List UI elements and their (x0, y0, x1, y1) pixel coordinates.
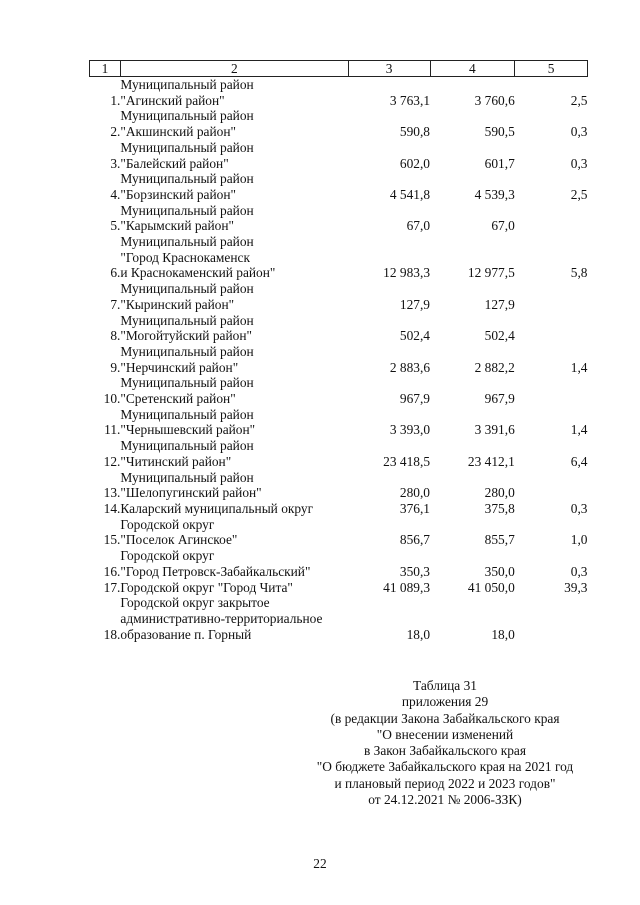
table-row (90, 470, 588, 501)
table-row (90, 77, 588, 109)
municipality-name-line: Муниципальный район (120, 234, 254, 250)
value-col-3: 23 418,5 (383, 453, 431, 469)
row-number: 16. (103, 563, 121, 579)
table-row (90, 140, 588, 171)
municipality-name-line: Муниципальный район (120, 281, 254, 297)
row-number: 9. (110, 359, 121, 375)
municipality-name (120, 470, 348, 501)
value-col-5: 6,4 (570, 453, 588, 469)
header-col-5: 5 (515, 61, 588, 77)
value-col-5: 39,3 (564, 579, 588, 595)
row-number: 1. (110, 92, 121, 108)
table-row (90, 517, 588, 548)
table-row (90, 234, 588, 281)
value-col-4: 375,8 (484, 500, 515, 516)
value-col-4: 67,0 (491, 218, 515, 234)
municipality-name-line: Городской округ закрытое (120, 595, 270, 611)
municipality-name (120, 140, 348, 171)
municipality-name-line: Муниципальный район (120, 438, 254, 454)
value-col-5: 2,5 (570, 186, 588, 202)
value-col-4: 127,9 (484, 296, 515, 312)
value-col-4: 3 391,6 (474, 422, 515, 438)
caption-line: в Закон Забайкальского края (363, 743, 527, 759)
municipality-name (120, 344, 348, 375)
municipality-name-line: Муниципальный район (120, 171, 254, 187)
value-col-4: 855,7 (484, 532, 515, 548)
table-header-row (90, 61, 588, 77)
row-number: 2. (110, 124, 121, 140)
municipality-name (120, 548, 348, 579)
value-col-5 (515, 281, 588, 312)
table-row (90, 548, 588, 579)
caption-line: "О внесении изменений (376, 726, 514, 742)
row-number: 3. (110, 155, 121, 171)
municipality-name (120, 501, 348, 517)
page-number: 22 (313, 856, 327, 871)
municipality-name (120, 234, 348, 281)
value-col-3: 350,3 (399, 563, 431, 579)
row-number: 8. (110, 328, 121, 344)
row-number: 18. (103, 626, 121, 642)
value-col-3: 502,4 (399, 328, 431, 344)
value-col-5: 0,3 (570, 155, 588, 171)
row-number: 6. (110, 265, 121, 281)
row-number: 17. (103, 579, 121, 595)
table-row (90, 501, 588, 517)
table-row (90, 281, 588, 312)
row-number: 10. (103, 391, 121, 407)
caption-line: "О бюджете Забайкальского края на 2021 год (316, 759, 574, 775)
municipality-name-line: "Читинский район" (120, 453, 232, 469)
value-col-5: 0,3 (570, 500, 588, 516)
caption-line: приложения 29 (401, 694, 489, 710)
value-col-4: 18,0 (491, 626, 515, 642)
value-col-4: 601,7 (484, 155, 515, 171)
municipality-name (120, 281, 348, 312)
value-col-3: 67,0 (406, 218, 431, 234)
value-col-5: 1,0 (570, 532, 588, 548)
municipality-name-line: Муниципальный район (120, 406, 254, 422)
table-row (90, 375, 588, 406)
municipality-name (120, 580, 348, 596)
value-col-4: 350,0 (484, 563, 515, 579)
header-col-1: 1 (90, 61, 121, 77)
municipality-name (120, 517, 348, 548)
municipality-name-line: "Балейский район" (120, 155, 229, 171)
municipality-name-line: Каларский муниципальный округ (120, 500, 314, 516)
municipality-name (120, 407, 348, 438)
table-body (90, 77, 588, 643)
value-col-5: 0,3 (570, 124, 588, 140)
municipality-name-line: "Борзинский район" (120, 186, 236, 202)
municipality-name-line: "Город Петровск-Забайкальский" (120, 563, 311, 579)
municipality-name-line: Городской округ (120, 516, 215, 532)
row-number: 13. (103, 485, 121, 501)
row-number: 4. (110, 186, 121, 202)
table-row (90, 313, 588, 344)
row-number: 11. (104, 422, 121, 438)
caption-line: от 24.12.2021 № 2006-ЗЗК) (368, 792, 522, 808)
table-caption (300, 678, 590, 808)
header-col-2: 2 (120, 61, 348, 77)
table-row (90, 171, 588, 202)
municipality-name-line: Муниципальный район (120, 108, 254, 124)
value-col-3: 3 763,1 (389, 92, 431, 108)
municipality-name-line: Городской округ "Город Чита" (120, 579, 293, 595)
table-row (90, 344, 588, 375)
value-col-4: 967,9 (484, 391, 515, 407)
caption-line: Таблица 31 (413, 678, 477, 693)
value-col-3: 41 089,3 (383, 579, 431, 595)
municipality-name-line: образование п. Горный (120, 626, 252, 642)
value-col-5 (515, 313, 588, 344)
municipality-name-line: "Карымский район" (120, 218, 234, 234)
municipality-name (120, 171, 348, 202)
municipality-name-line: "Чернышевский район" (120, 422, 256, 438)
municipality-name-line: административно-территориальное (120, 610, 323, 626)
caption-line: и плановый период 2022 и 2023 годов" (334, 775, 556, 791)
municipality-name-line: "Акшинский район" (120, 124, 236, 140)
municipality-name-line: "Кыринский район" (120, 296, 235, 312)
row-number: 12. (103, 453, 121, 469)
value-col-3: 280,0 (399, 485, 431, 501)
row-number: 15. (103, 532, 121, 548)
value-col-3: 856,7 (399, 532, 431, 548)
value-col-4: 23 412,1 (467, 453, 515, 469)
municipality-name-line: Муниципальный район (120, 202, 254, 218)
value-col-5: 2,5 (570, 92, 588, 108)
value-col-4: 3 760,6 (474, 92, 515, 108)
municipality-name (120, 203, 348, 234)
municipality-name-line: и Краснокаменский район" (120, 265, 276, 281)
municipality-name (120, 438, 348, 469)
value-col-4: 590,5 (484, 124, 515, 140)
value-col-4: 280,0 (484, 485, 515, 501)
value-col-3: 18,0 (406, 626, 431, 642)
value-col-3: 3 393,0 (389, 422, 431, 438)
table-row (90, 580, 588, 596)
municipality-name (120, 313, 348, 344)
value-col-5 (515, 203, 588, 234)
municipality-name-line: Городской округ (120, 548, 215, 564)
municipality-name-line: Муниципальный район (120, 139, 254, 155)
row-number: 7. (110, 296, 121, 312)
municipality-name-line: "Сретенский район" (120, 391, 236, 407)
table-row (90, 108, 588, 139)
value-col-3: 967,9 (399, 391, 431, 407)
municipality-name-line: "Могойтуйский район" (120, 328, 252, 344)
value-col-3: 2 883,6 (389, 359, 431, 375)
value-col-4: 2 882,2 (474, 359, 515, 375)
value-col-5: 0,3 (570, 563, 588, 579)
value-col-4: 4 539,3 (474, 186, 515, 202)
municipality-name (120, 595, 348, 642)
table-row (90, 203, 588, 234)
value-col-5 (515, 470, 588, 501)
value-col-5 (515, 375, 588, 406)
value-col-4: 41 050,0 (467, 579, 515, 595)
municipality-name (120, 108, 348, 139)
municipality-name-line: "Поселок Агинское" (120, 532, 238, 548)
caption-line: (в редакции Закона Забайкальского края (330, 710, 560, 726)
value-col-3: 602,0 (399, 155, 431, 171)
value-col-5: 1,4 (570, 422, 588, 438)
table-row (90, 438, 588, 469)
table-row (90, 595, 588, 642)
municipality-name-line: Муниципальный район (120, 375, 254, 391)
municipality-name-line: "Нерчинский район" (120, 359, 239, 375)
municipality-name (120, 375, 348, 406)
budget-table (89, 60, 588, 642)
value-col-5 (515, 595, 588, 642)
value-col-4: 502,4 (484, 328, 515, 344)
header-col-4: 4 (430, 61, 515, 77)
value-col-3: 376,1 (399, 500, 431, 516)
municipality-name-line: Муниципальный район (120, 469, 254, 485)
municipality-name-line: "Город Краснокаменск (120, 249, 250, 265)
header-col-3: 3 (348, 61, 430, 77)
row-number: 5. (110, 218, 121, 234)
municipality-name-line: Муниципальный район (120, 343, 254, 359)
municipality-name (120, 77, 348, 109)
value-col-5: 1,4 (570, 359, 588, 375)
value-col-5: 5,8 (570, 265, 588, 281)
municipality-name-line: Муниципальный район (120, 77, 254, 92)
value-col-4: 12 977,5 (467, 265, 515, 281)
municipality-name-line: "Агинский район" (120, 92, 225, 108)
value-col-3: 127,9 (399, 296, 431, 312)
value-col-3: 4 541,8 (389, 186, 431, 202)
value-col-3: 12 983,3 (383, 265, 431, 281)
value-col-3: 590,8 (399, 124, 431, 140)
table-row (90, 407, 588, 438)
municipality-name-line: Муниципальный район (120, 312, 254, 328)
row-number: 14. (103, 500, 121, 516)
municipality-name-line: "Шелопугинский район" (120, 485, 262, 501)
